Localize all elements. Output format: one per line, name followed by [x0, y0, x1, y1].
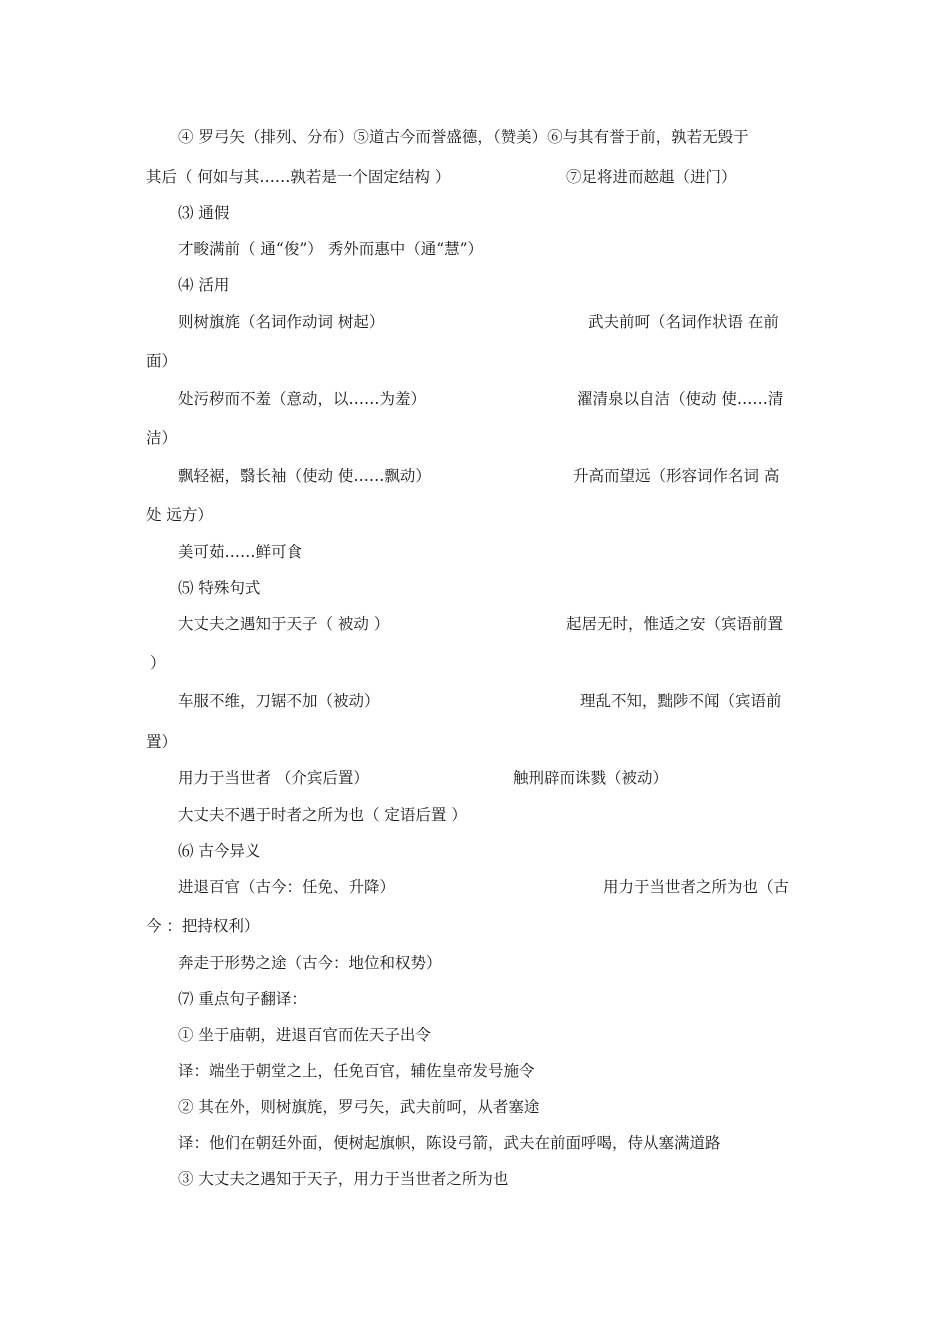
text-line-enumeration: ④ 罗弓矢（排列、分布）⑤道古今而誉盛德，（赞美）⑥与其有誉于前，孰若无毁于 — [178, 128, 749, 146]
translation-line: 译：他们在朝廷外面，便树起旗帜，陈设弓箭，武夫在前面呼喝，侍从塞满道路 — [178, 1134, 721, 1152]
section-heading-gujin: ⑹ 古今异义 — [178, 842, 261, 860]
text-line-right: 升高而望远（形容词作名词 高 — [573, 467, 780, 485]
key-sentence: ① 坐于庙朝，进退百官而佐天子出令 — [178, 1026, 431, 1044]
text-line-right: 起居无时，惟适之安（宾语前置 — [566, 615, 784, 633]
text-line-continuation: 其后（ 何如与其……孰若是一个固定结构 ） — [146, 168, 451, 186]
translation-line: 译：端坐于朝堂之上，任免百官，辅佐皇帝发号施令 — [178, 1062, 535, 1080]
text-line-left: 处污秽而不羞（意动，以……为羞） — [178, 390, 427, 408]
text-line: 大丈夫不遇于时者之所为也（ 定语后置 ） — [178, 806, 467, 824]
text-line-continuation: ） — [150, 654, 166, 672]
text-line-right: 用力于当世者之所为也（古 — [603, 878, 790, 896]
text-line-continuation: 洁） — [146, 429, 178, 447]
text-line-right: 理乱不知，黜陟不闻（宾语前 — [580, 692, 782, 710]
text-line-continuation: 置） — [146, 733, 178, 751]
text-line-left: 车服不维，刀锯不加（被动） — [178, 692, 380, 710]
text-line-right: ⑦足将进而趑趄（进门） — [566, 168, 737, 186]
key-sentence: ③ 大丈夫之遇知于天子，用力于当世者之所为也 — [178, 1170, 509, 1188]
text-line-left: 进退百官（古今：任免、升降） — [178, 878, 396, 896]
section-heading-tongjia: ⑶ 通假 — [178, 204, 230, 222]
text-line-left: 飘轻裾，翳长袖（使动 使……飘动） — [178, 467, 431, 485]
text-line: 奔走于形势之途（古今：地位和权势） — [178, 954, 442, 972]
text-line-tongjia: 才畯满前（ 通“俊”） 秀外而惠中（通“慧”） — [178, 240, 484, 258]
key-sentence: ② 其在外，则树旗旄，罗弓矢，武夫前呵，从者塞途 — [178, 1098, 540, 1116]
section-heading-special-syntax: ⑸ 特殊句式 — [178, 579, 261, 597]
text-line-continuation: 面） — [146, 352, 178, 370]
text-line-left: 用力于当世者 （介宾后置） — [178, 769, 369, 787]
text-line-right: 濯清泉以自洁（使动 使……清 — [577, 390, 784, 408]
text-line: 美可茹……鲜可食 — [178, 543, 303, 561]
text-line-right: 武夫前呵（名词作状语 在前 — [588, 313, 779, 331]
section-heading-translation: ⑺ 重点句子翻译： — [178, 990, 307, 1008]
text-line-continuation: 今 ：把持权利） — [146, 917, 260, 935]
text-line-left: 大丈夫之遇知于天子（ 被动 ） — [178, 615, 390, 633]
section-heading-huoyong: ⑷ 活用 — [178, 276, 230, 294]
text-line-left: 则树旗旄（名词作动词 树起） — [178, 313, 385, 331]
text-line-right: 触刑辟而诛戮（被动） — [513, 769, 669, 787]
text-line-continuation: 处 远方） — [146, 506, 213, 524]
